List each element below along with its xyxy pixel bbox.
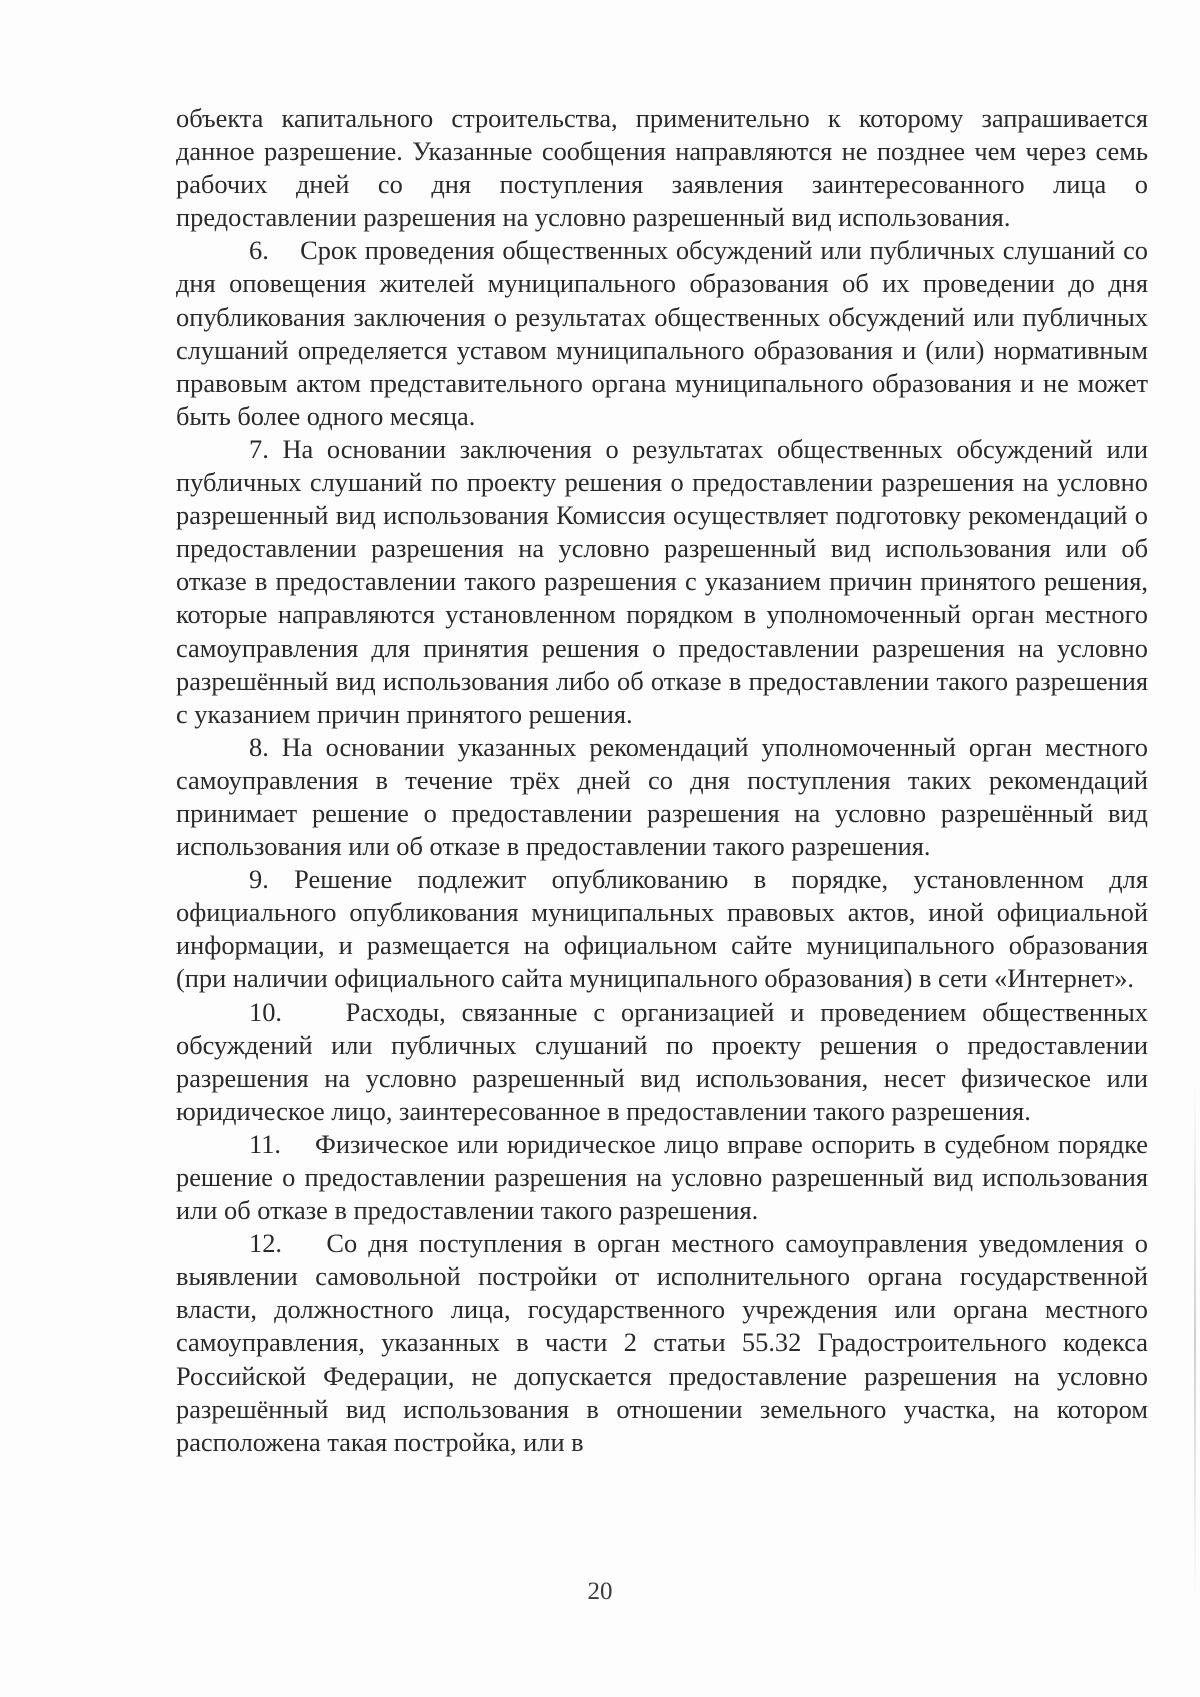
paragraph-item-12: 12. Со дня поступления в орган местного самоуправления уведомления о выявлении самовольной постройки от исполнительного органа государственной власти, должностного лица, государственного учреждения или органа местного самоуправления, указанных в части 2 статьи 55.32 Градостроительного кодекса Российской Федерации, не допускается предоставление разрешения на условно разрешённый вид использования в отношении земельного участка, на котором расположена такая постройка, или в <box>176 1228 1148 1457</box>
page-number: 20 <box>587 1578 613 1605</box>
scan-edge-shadow <box>1194 1080 1196 1600</box>
paragraph-item-9: 9. Решение подлежит опубликованию в порядке, установленном для официального опубликования муниципальных правовых актов, иной официальной информации, и размещается на официальном сайте муниципального образования (при наличии официального сайта муниципального образования) в сети «Интернет». <box>176 864 1148 994</box>
paragraph-continuation: объекта капитального строительства, применительно к которому запрашивается данное разрешение. Указанные сообщения направляются не позднее чем через семь рабочих дней со дня поступления заявления заинтересованного лица о предоставлении разрешения на условно разрешенный вид использования. <box>176 103 1148 233</box>
paragraph-item-10: 10. Расходы, связанные с организацией и проведением общественных обсуждений или публичных слушаний по проекту решения о предоставлении разрешения на условно разрешенный вид использования, несет физическое или юридическое лицо, заинтересованное в предоставлении такого разрешения. <box>176 996 1148 1126</box>
paragraph-item-7: 7. На основании заключения о результатах общественных обсуждений или публичных слушаний по проекту решения о предоставлении разрешения на условно разрешенный вид использования Комиссия осуществляет подготовку рекомендаций о предоставлении разрешения на условно разрешенный вид использования или об отказе в предоставлении такого разрешения с указанием причин принятого решения, которые направляются установленном порядком в уполномоченный орган местного самоуправления для принятия решения о предоставлении разрешения на условно разрешённый вид использования либо об отказе в предоставлении такого разрешения с указанием причин принятого решения. <box>176 433 1148 729</box>
document-body <box>176 102 1148 1459</box>
paragraph-item-8: 8. На основании указанных рекомендаций уполномоченный орган местного самоуправления в течение трёх дней со дня поступления таких рекомендаций принимает решение о предоставлении разрешения на условно разрешённый вид использования или об отказе в предоставлении такого разрешения. <box>176 731 1148 862</box>
paragraph-item-11: 11. Физическое или юридическое лицо вправе оспорить в судебном порядке решение о предоставлении разрешения на условно разрешенный вид использования или об отказе в предоставлении такого разрешения. <box>176 1128 1148 1226</box>
paragraph-item-6: 6. Срок проведения общественных обсуждений или публичных слушаний со дня оповещения жителей муниципального образования об их проведении до дня опубликования заключения о результатах общественных обсуждений или публичных слушаний определяется уставом муниципального образования и (или) нормативным правовым актом представительного органа муниципального образования и не может быть более одного месяца. <box>176 235 1148 431</box>
